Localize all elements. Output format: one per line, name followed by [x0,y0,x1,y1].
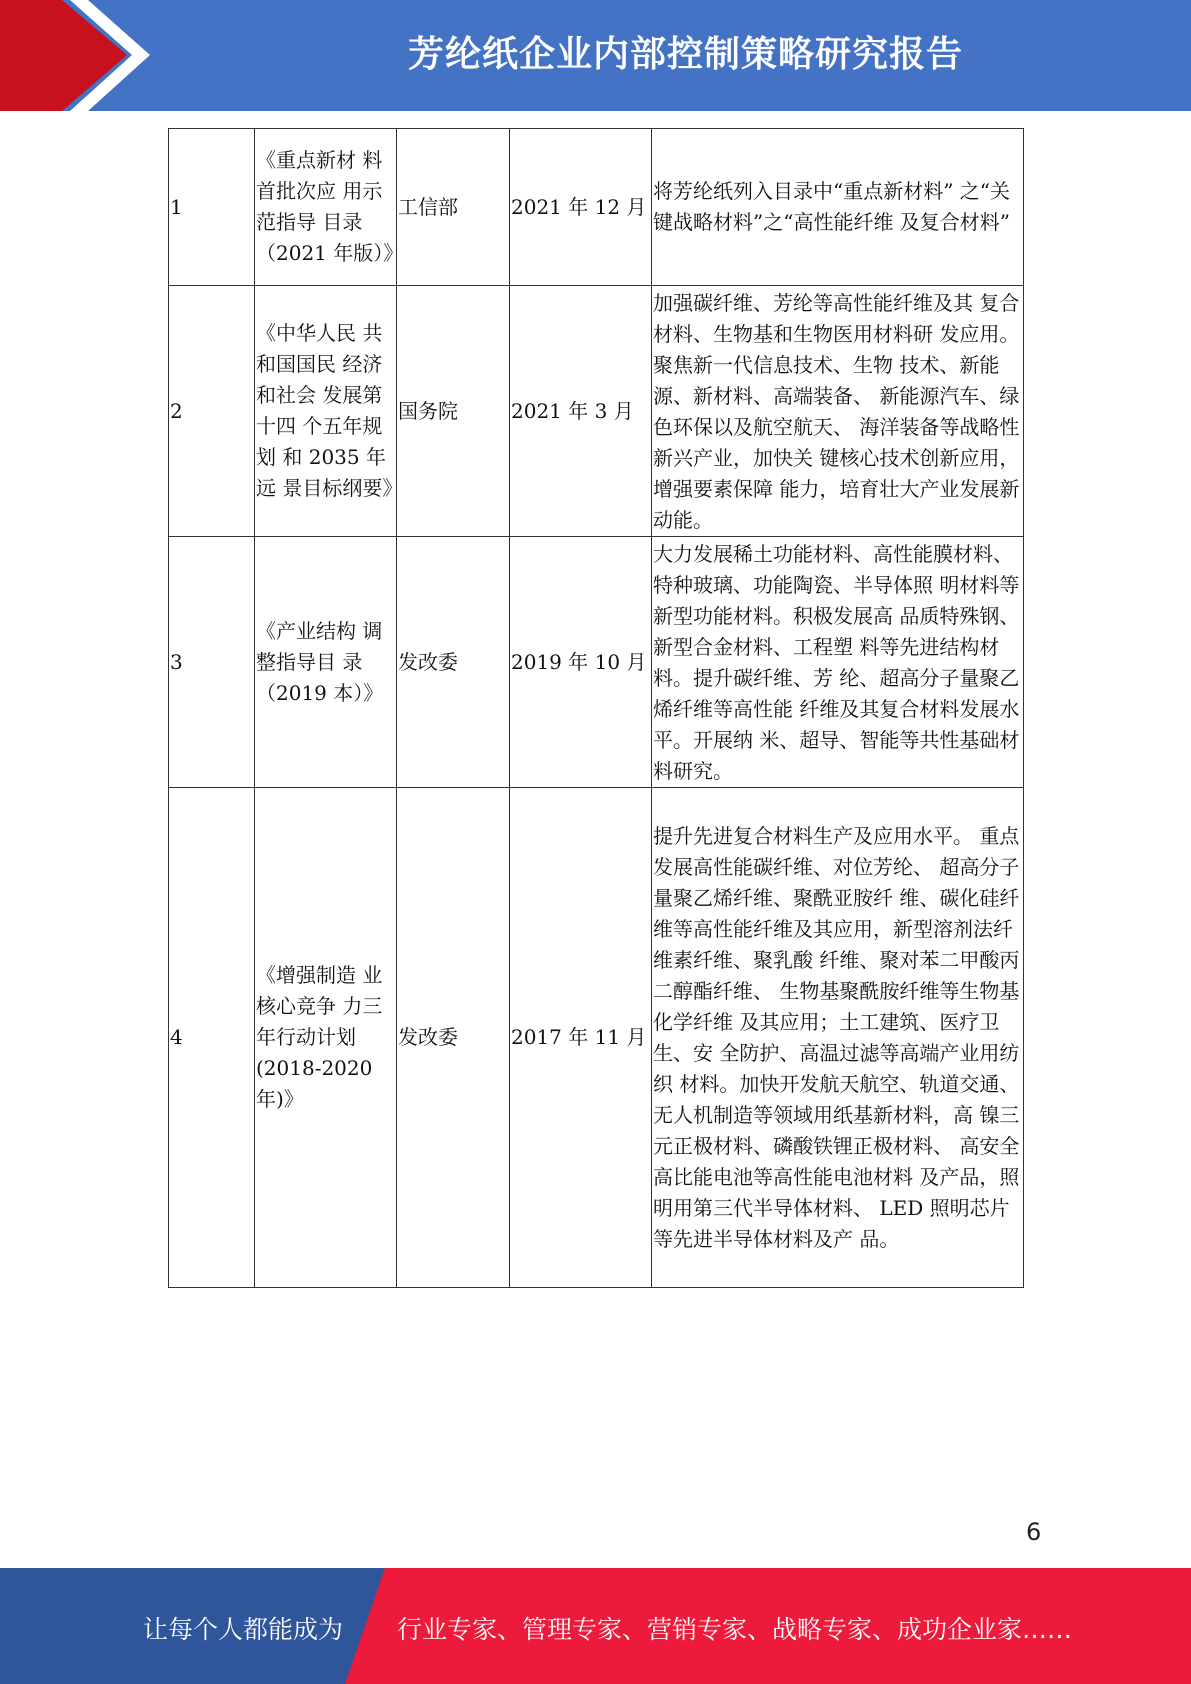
policy-name: 《中华人民 共和国国民 经济和社会 发展第十四 个五年规划 和 2035 年远 景目标纲要》 [255,286,397,537]
issue-date: 2021 年 3 月 [510,286,652,537]
row-number: 2 [169,286,255,537]
policy-name: 《重点新材 料首批次应 用示范指导 目录（2021 年版）》 [255,129,397,286]
page-header [0,0,1191,111]
table-row [169,129,1024,286]
page-footer [0,1568,1191,1684]
page-title: 芳纶纸企业内部控制策略研究报告 [407,34,963,75]
policy-name: 《产业结构 调整指导目 录（2019 本）》 [255,537,397,788]
policy-name: 《增强制造 业核心竞争 力三年行动计划(2018-2020 年)》 [255,788,397,1288]
issuing-department: 发改委 [397,537,510,788]
header-red-chevron [0,0,150,111]
row-number: 1 [169,129,255,286]
issuing-department: 工信部 [397,129,510,286]
row-number: 4 [169,788,255,1288]
policy-content: 提升先进复合材料生产及应用水平。 重点发展高性能碳纤维、对位芳纶、 超高分子量聚乙烯纤维、聚酰亚胺纤 维、碳化硅纤维等高性能纤维及其应用，新型溶剂法纤维素纤维、聚乳酸 纤维、聚对苯二甲酸丙二醇酯纤维、 生物基聚酰胺纤维等生物基化学纤维 及其应用；土工建筑、医疗卫生、安 全防护、高温过滤等高端产业用纺织 材料。加快开发航天航空、轨道交通、 无人机制造等领域用纸基新材料，高 镍三元正极材料、磷酸铁锂正极材料、 高安全高比能电池等高性能电池材料 及产品，照明用第三代半导体材料、 LED 照明芯片等先进半导体材料及产 品。 [652,788,1024,1288]
page-number: 6 [1026,1518,1042,1546]
footer-slogan-left: 让每个人都能成为 [143,1615,344,1644]
issue-date: 2021 年 12 月 [510,129,652,286]
policy-content: 大力发展稀土功能材料、高性能膜材料、特种玻璃、功能陶瓷、半导体照 明材料等新型功能材料。积极发展高 品质特殊钢、新型合金材料、工程塑 料等先进结构材料。提升碳纤维、芳 纶、超高分子量聚乙烯纤维等高性能 纤维及其复合材料发展水平。开展纳 米、超导、智能等共性基础材料研究。 [652,537,1024,788]
issue-date: 2019 年 10 月 [510,537,652,788]
issue-date: 2017 年 11 月 [510,788,652,1288]
policy-content: 将芳纶纸列入目录中“重点新材料” 之“关键战略材料”之“高性能纤维 及复合材料” [652,129,1024,286]
issuing-department: 发改委 [397,788,510,1288]
policy-table [168,128,1024,1288]
footer-slogan-right: 行业专家、管理专家、营销专家、战略专家、成功企业家…… [397,1615,1073,1644]
table-row [169,788,1024,1288]
table-row [169,537,1024,788]
row-number: 3 [169,537,255,788]
table-row [169,286,1024,537]
issuing-department: 国务院 [397,286,510,537]
policy-content: 加强碳纤维、芳纶等高性能纤维及其 复合材料、生物基和生物医用材料研 发应用。聚焦新一代信息技术、生物 技术、新能源、新材料、高端装备、 新能源汽车、绿色环保以及航空航天、 海洋装备等战略性新兴产业，加快关 键核心技术创新应用，增强要素保障 能力，培育壮大产业发展新动能。 [652,286,1024,537]
